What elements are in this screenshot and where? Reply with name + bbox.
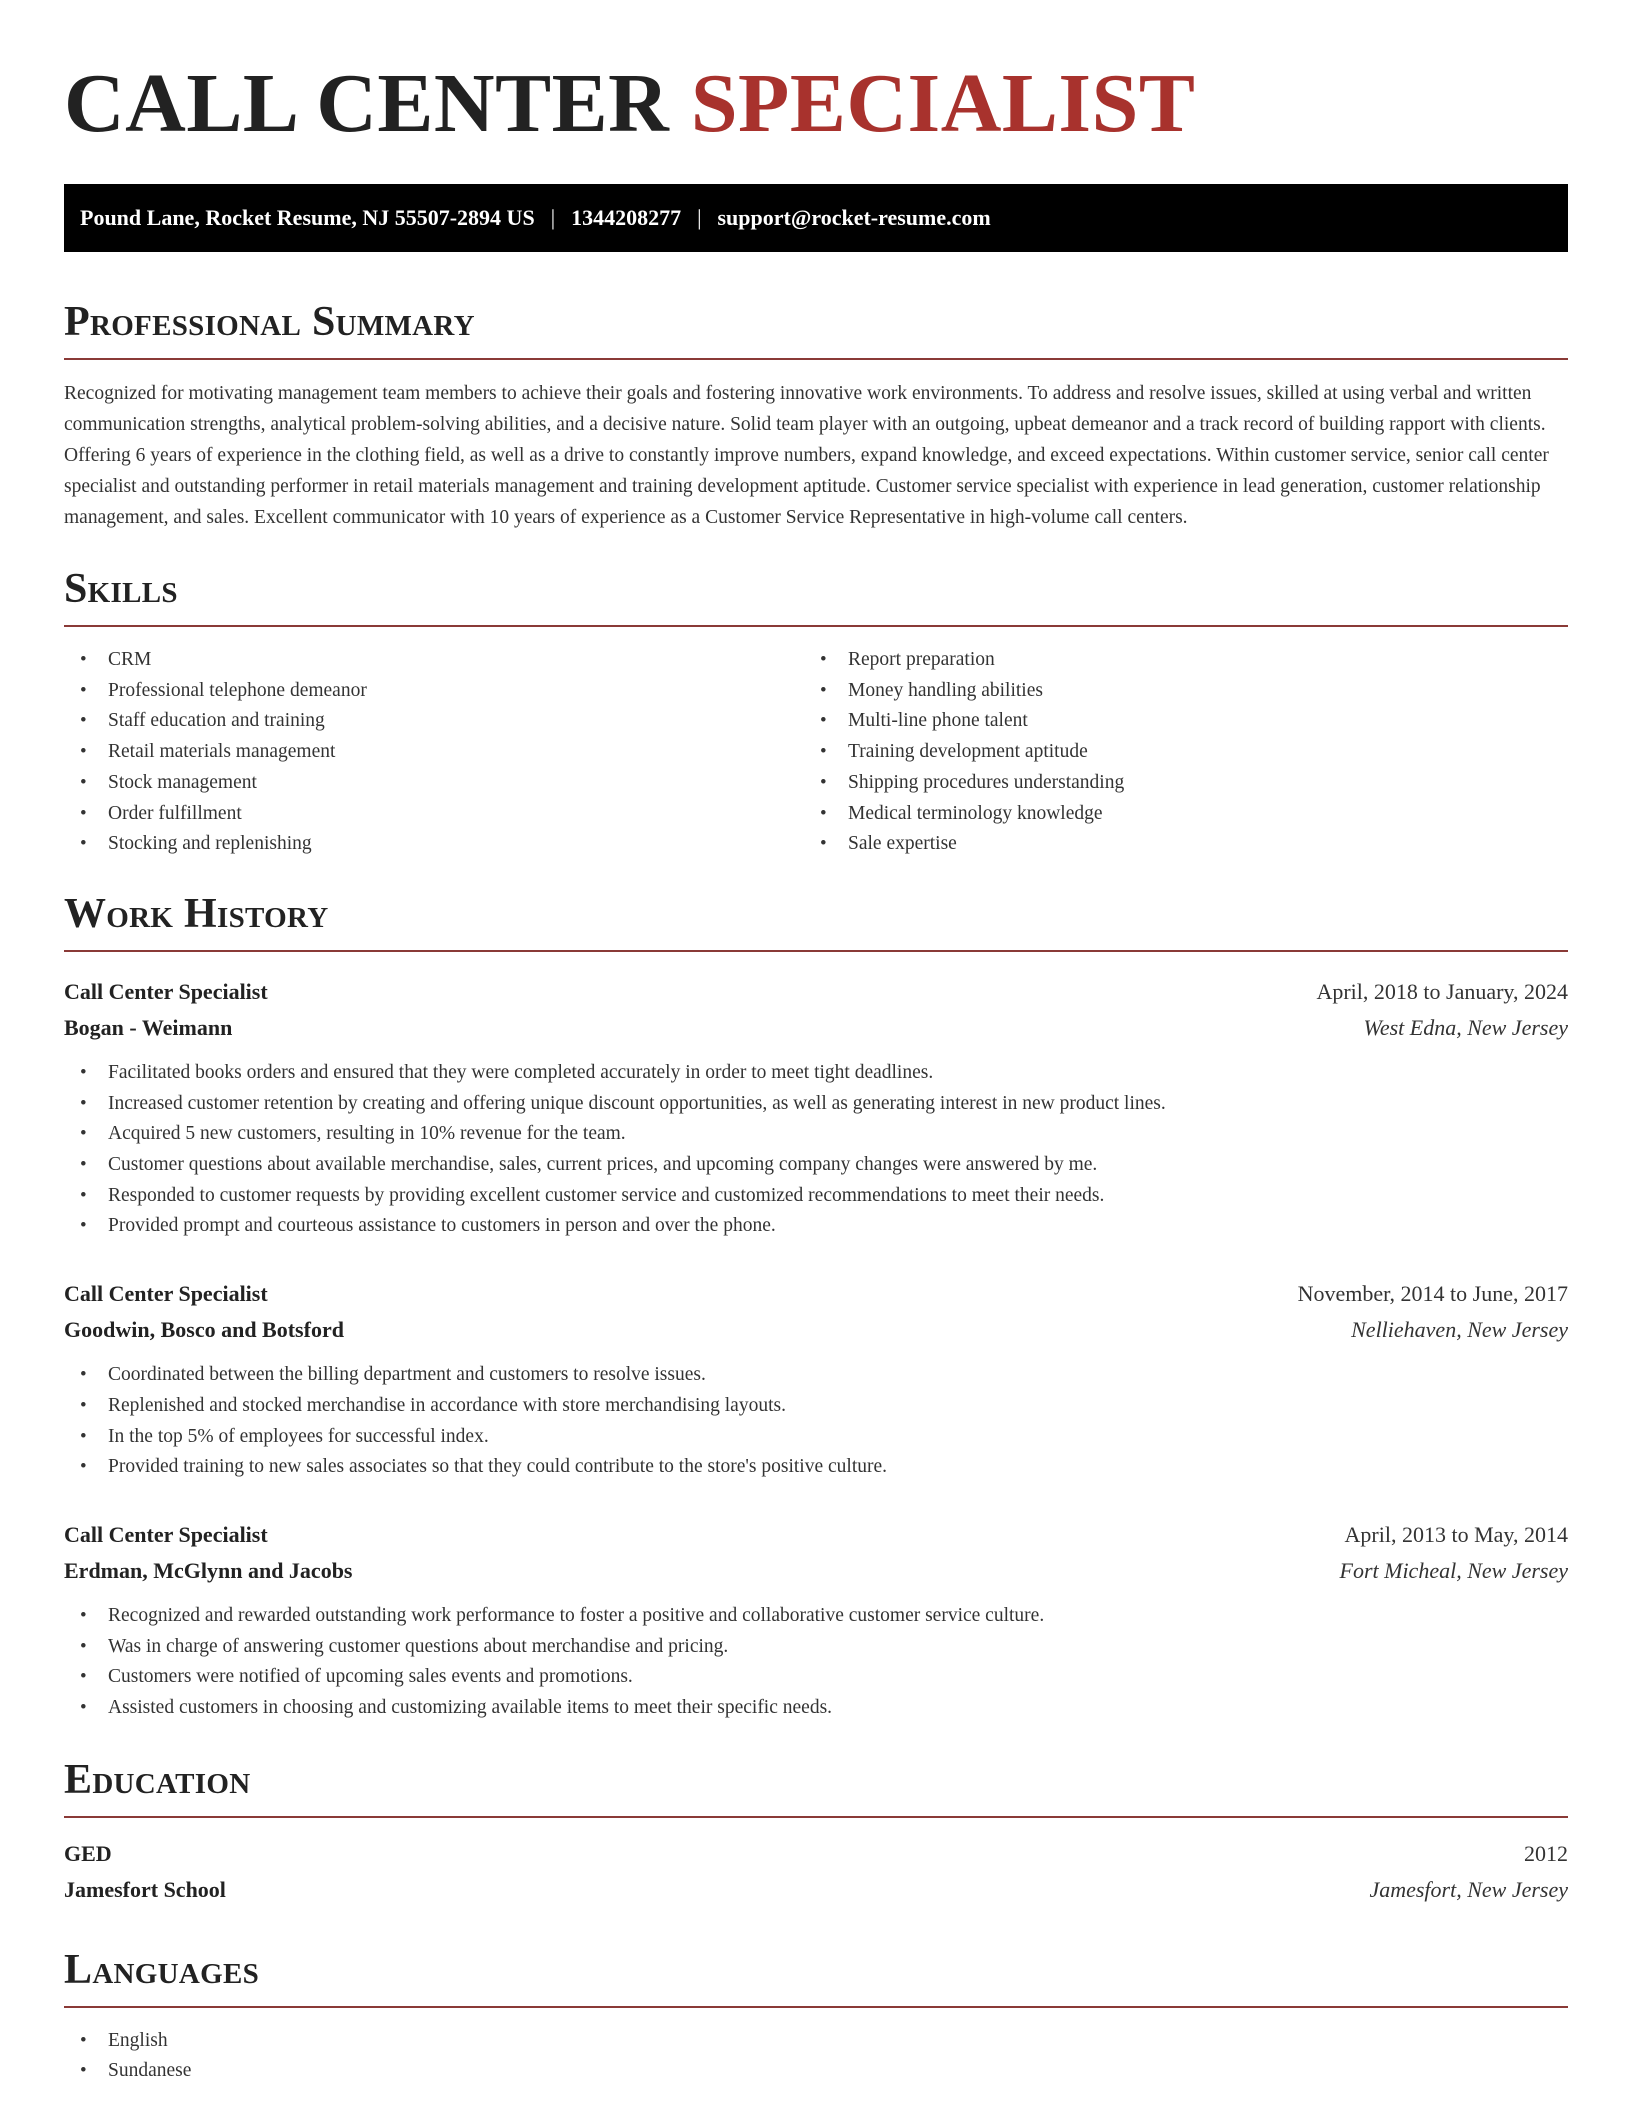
- skills-right-column: [804, 645, 1544, 860]
- section-divider: [64, 950, 1568, 952]
- skill-item: • Staff education and training: [64, 706, 804, 737]
- job-bullet: • Customer questions about available merchandise, sales, current prices, and upcoming company changes were answered by me.: [64, 1150, 1568, 1181]
- title-accent: SPECIALIST: [690, 57, 1196, 150]
- education-degree: GED: [64, 1840, 112, 1866]
- job-title: Call Center Specialist: [64, 1281, 268, 1307]
- skill-item: • Stocking and replenishing: [64, 829, 804, 860]
- contact-separator: |: [550, 205, 556, 230]
- job-location: Fort Micheal, New Jersey: [1339, 1557, 1568, 1583]
- job-title: Call Center Specialist: [64, 978, 268, 1004]
- contact-separator: |: [697, 205, 702, 230]
- skill-item: • Report preparation: [804, 645, 1544, 676]
- job-entry: [64, 1276, 1568, 1483]
- skill-item: • Sale expertise: [804, 829, 1544, 860]
- job-bullet: • In the top 5% of employees for successful index.: [64, 1422, 1568, 1453]
- job-bullet: • Assisted customers in choosing and customizing available items to meet their specific needs.: [64, 1693, 1568, 1724]
- education-entry: [64, 1836, 1568, 1908]
- education-year: 2012: [1524, 1840, 1568, 1866]
- section-divider: [64, 1816, 1568, 1818]
- languages-heading: Languages: [64, 1946, 260, 1993]
- skill-item: • Stock management: [64, 768, 804, 799]
- job-bullets: [64, 1058, 1568, 1242]
- education-school: Jamesfort School: [64, 1876, 226, 1902]
- skills-grid: [64, 645, 1568, 860]
- job-bullet: • Recognized and rewarded outstanding work performance to foster a positive and collaborative customer service culture.: [64, 1601, 1568, 1632]
- job-entry: [64, 1517, 1568, 1724]
- contact-address: Pound Lane, Rocket Resume, NJ 55507-2894 US: [80, 205, 535, 230]
- skill-item: • CRM: [64, 645, 804, 676]
- skill-item: • Retail materials management: [64, 737, 804, 768]
- education-heading: Education: [64, 1756, 251, 1803]
- job-bullet: • Provided prompt and courteous assistance to customers in person and over the phone.: [64, 1211, 1568, 1242]
- resume-title: [64, 0, 1568, 150]
- job-bullet: • Coordinated between the billing department and customers to resolve issues.: [64, 1360, 1568, 1391]
- job-location: Nelliehaven, New Jersey: [1351, 1317, 1568, 1343]
- job-company: Bogan - Weimann: [64, 1014, 233, 1040]
- contact-phone: 1344208277: [571, 205, 682, 230]
- job-dates: April, 2013 to May, 2014: [1344, 1521, 1568, 1547]
- job-bullet: • Was in charge of answering customer questions about merchandise and pricing.: [64, 1632, 1568, 1663]
- skill-item: • Training development aptitude: [804, 737, 1544, 768]
- education-location: Jamesfort, New Jersey: [1369, 1876, 1568, 1902]
- languages-list: [64, 2026, 1568, 2087]
- language-item: • Sundanese: [64, 2056, 1568, 2087]
- job-entry: [64, 974, 1568, 1242]
- job-bullets: [64, 1601, 1568, 1724]
- section-divider: [64, 358, 1568, 360]
- job-bullet: • Responded to customer requests by providing excellent customer service and customized recommendations to meet their needs.: [64, 1181, 1568, 1212]
- skills-left-column: [64, 645, 804, 860]
- contact-email: support@rocket-resume.com: [717, 205, 991, 230]
- job-bullet: • Replenished and stocked merchandise in accordance with store merchandising layouts.: [64, 1391, 1568, 1422]
- job-dates: November, 2014 to June, 2017: [1297, 1281, 1568, 1307]
- job-bullet: • Increased customer retention by creating and offering unique discount opportunities, as well as generating interest in new product lines.: [64, 1089, 1568, 1120]
- summary-text: Recognized for motivating management team members to achieve their goals and fostering innovative work environments. To address and resolve issues, skilled at using verbal and written communication strengths, analytical problem-solving abilities, and a decisive nature. Solid team player with an outgoing, upbeat demeanor and a track record of building rapport with clients. Offering 6 years of experience in the clothing field, as well as a drive to constantly improve numbers, expand knowledge, and exceed expectations. Within customer service, senior call center specialist and outstanding performer in retail materials management and training development aptitude. Customer service specialist with experience in lead generation, customer relationship management, and sales. Excellent communicator with 10 years of experience as a Customer Service Representative in high-volume call centers.: [64, 383, 1549, 528]
- job-dates: April, 2018 to January, 2024: [1316, 978, 1568, 1004]
- section-divider: [64, 2006, 1568, 2008]
- title-main: CALL CENTER: [64, 57, 670, 150]
- skill-item: • Multi-line phone talent: [804, 706, 1544, 737]
- job-bullet: • Acquired 5 new customers, resulting in 10% revenue for the team.: [64, 1119, 1568, 1150]
- job-bullet: • Provided training to new sales associates so that they could contribute to the store's positive culture.: [64, 1452, 1568, 1483]
- skills-heading: Skills: [64, 566, 178, 612]
- skill-item: • Order fulfillment: [64, 799, 804, 830]
- skill-item: • Money handling abilities: [804, 676, 1544, 707]
- job-bullet: • Customers were notified of upcoming sales events and promotions.: [64, 1662, 1568, 1693]
- job-bullet: • Facilitated books orders and ensured that they were completed accurately in order to meet tight deadlines.: [64, 1058, 1568, 1089]
- job-bullets: [64, 1360, 1568, 1483]
- work-history-heading: Work History: [64, 890, 329, 937]
- section-divider: [64, 625, 1568, 627]
- summary-heading: Professional Summary: [64, 299, 475, 345]
- skill-item: • Medical terminology knowledge: [804, 799, 1544, 830]
- skill-item: • Shipping procedures understanding: [804, 768, 1544, 799]
- job-company: Erdman, McGlynn and Jacobs: [64, 1557, 353, 1583]
- job-location: West Edna, New Jersey: [1363, 1014, 1568, 1040]
- job-title: Call Center Specialist: [64, 1521, 268, 1547]
- skill-item: • Professional telephone demeanor: [64, 676, 804, 707]
- contact-bar: [64, 184, 1568, 252]
- language-item: • English: [64, 2026, 1568, 2057]
- job-company: Goodwin, Bosco and Botsford: [64, 1317, 344, 1343]
